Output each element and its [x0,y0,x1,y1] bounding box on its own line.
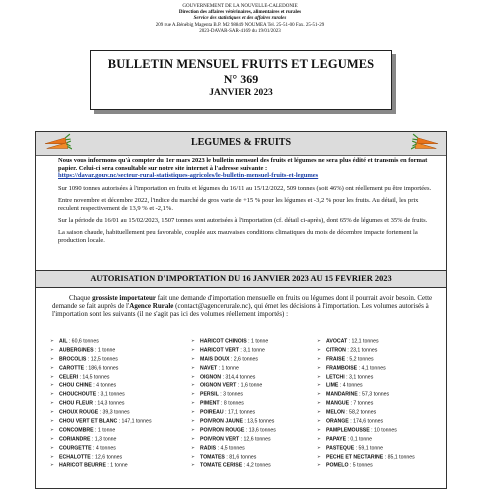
carrots-icon-right [411,133,441,154]
product-name: MAIS DOUX [200,356,230,363]
product-list-item [317,453,415,462]
product-quantity: : 58,2 tonnes [344,409,377,416]
intro-text-a: Chaque [69,294,93,302]
product-name: CHOU FLEUR [59,400,94,407]
product-name: LETCHI [326,373,345,380]
product-list-item [317,399,415,408]
product-list-item [191,399,276,408]
product-quantity: : 0,1 tonne [346,436,373,443]
arrow-bullet-icon: ➢ [317,462,321,468]
product-list-item [317,444,415,453]
arrow-bullet-icon: ➢ [317,338,321,343]
product-list-item [317,364,415,373]
product-list-item [50,408,152,417]
vegetable-list-column-1 [50,337,152,470]
product-name: MANGUE [326,400,350,407]
product-name: CAROTTE [59,364,85,371]
intro-text-c: fait une demande d'importation mensuelle en fruits ou légumes dont il pourrait avoir besoin. Cette demande se fait auprès de l' [52,294,433,310]
product-list-item [50,399,152,408]
product-quantity: : 314,4 tonnes [221,373,256,380]
arrow-bullet-icon: ➢ [50,435,54,441]
vegetable-list-column-2 [191,337,276,470]
arrow-bullet-icon: ➢ [191,444,195,450]
product-quantity: : 1,3 tonne [90,436,117,443]
product-quantity: : 186,6 tonnes [84,364,119,371]
product-name: AUBERGINES [59,347,94,354]
product-quantity: : 17,1 tonnes [223,409,256,416]
product-name: CELERI [59,373,79,380]
product-quantity: : 3,1 tonnes [344,373,374,380]
product-list-item [317,355,415,364]
product-name: POIVRON JAUNE [200,418,243,425]
paragraph-authorized-volumes: Sur la période du 16/01 au 15/02/2023, 1507 tonnes sont autorisées à l'importation (cf. détail ci-après), dont 65% de légumes et 35% de fruits. [58,217,428,225]
arrow-bullet-icon: ➢ [50,391,54,397]
product-quantity: : 5,2 tonnes [345,356,374,363]
product-name: HARICOT BEURRE [59,462,106,469]
product-list-item [317,381,415,390]
arrow-bullet-icon: ➢ [191,373,195,379]
header-line-service: Service des statistiques et des affaires rurales [193,16,287,22]
product-list-item [50,453,152,462]
arrow-bullet-icon: ➢ [191,453,195,459]
product-name: FRAISE [326,356,346,363]
arrow-bullet-icon: ➢ [317,346,321,352]
product-quantity: : 1 tonne [217,364,239,371]
product-name: PECHE ET NECTARINE [326,453,384,460]
product-name: BROCOLIS [59,356,87,363]
product-name: TOMATE CERISE [200,462,243,469]
arrow-bullet-icon: ➢ [317,444,321,450]
product-quantity: : 12,6 tonnes [239,436,271,443]
arrow-bullet-icon: ➢ [191,435,195,441]
product-quantity: : 12,1 tonnes [347,338,379,345]
product-list-item [50,390,152,399]
product-name: CONCOMBRE [59,427,94,434]
product-list-item [317,461,415,470]
product-quantity: : 85,1 tonnes [383,453,415,460]
product-name: LIME [326,382,339,389]
bulletin-title-box [90,50,392,110]
product-name: HARICOT CHINOIS [200,338,247,345]
product-list-item [50,337,152,346]
product-quantity: : 7 tonnes [349,400,374,407]
product-list-item [191,364,276,373]
header-line-address: 209 rue A.Bénébig Magenta B.P. M2 98849 NOUMEA Tel. 25-51-00 Fax. 25-51-29 [155,22,325,28]
product-quantity: : 5 tonnes [348,462,373,469]
arrow-bullet-icon: ➢ [50,346,54,352]
product-list-item [317,390,415,399]
product-quantity: : 1 tonne [246,338,269,345]
paragraph-price-index: Entre novembre et décembre 2022, l'indice du marché de gros varie de +15 % pour les légumes et -3,2 % pour les fruits. Au détail, les prix reculent respectivement de 13,9 % et -2,1%. [58,197,419,213]
arrow-bullet-icon: ➢ [50,418,54,424]
product-list-item [191,337,276,346]
product-quantity: : 23,1 tonnes [345,347,378,354]
product-quantity: : 57,3 tonnes [357,391,390,398]
product-name: POMELO [326,462,349,469]
product-name: ORANGE [326,418,349,425]
product-quantity: : 39,3 tonnes [98,409,130,416]
arrow-bullet-icon: ➢ [317,426,321,432]
section-legumes-fruits-body [58,157,436,249]
product-name: FRAMBOISE [326,364,358,371]
arrow-bullet-icon: ➢ [191,400,195,406]
product-quantity: : 13,6 tonnes [244,427,276,434]
arrow-bullet-icon: ➢ [50,338,54,343]
arrow-bullet-icon: ➢ [317,382,321,388]
product-list-item [191,390,276,399]
product-list-item [191,408,276,417]
intro-text-importer: grossiste importateur [92,294,156,302]
product-name: CHOUX ROUGE [59,409,99,416]
ministry-header [0,4,480,35]
product-name: PERSIL [200,391,219,398]
section-import-authorization [35,288,447,489]
product-list-item [191,417,276,426]
section-legumes-fruits-title: LEGUMES & FRUITS [190,137,291,148]
product-list-item [317,417,415,426]
product-list-item [317,408,415,417]
product-list-item [50,355,152,364]
product-list-item [191,461,276,470]
product-quantity: : 4,2 tonnes [242,462,271,469]
section-legumes-fruits [35,131,447,272]
product-quantity: : 1,6 tonne [236,382,263,389]
product-name: RADIS [200,444,217,451]
product-quantity: : 60,6 tonnes [67,338,99,345]
product-name: CHOU CHINE [59,382,92,389]
arrow-bullet-icon: ➢ [50,355,54,361]
paper-format-notice: Nous vous informons qu'à compter du 1er mars 2023 le bulletin mensuel des fruits et légumes ne sera plus édité et transmis en format papier. Celui-ci sera consultable sur notre site internet à l'adresse suivante : [58,157,428,172]
product-quantity: : 13,5 tonnes [242,418,275,425]
section-legumes-fruits-header [36,132,446,156]
product-name: MANDARINE [326,391,358,398]
product-list-item [317,435,415,444]
arrow-bullet-icon: ➢ [50,409,54,415]
product-name: AVOCAT [326,338,348,345]
product-list-item [191,373,276,382]
product-name: NAVET [200,364,218,371]
product-quantity: : 174,6 tonnes [348,418,384,425]
arrow-bullet-icon: ➢ [50,382,54,388]
arrow-bullet-icon: ➢ [50,453,54,459]
product-quantity: : 1 tonne [105,462,128,469]
arrow-bullet-icon: ➢ [317,391,321,397]
product-quantity: : 4 tonnes [91,382,117,389]
product-name: PIMENT [200,400,220,407]
arrow-bullet-icon: ➢ [191,346,195,352]
product-list-item [50,346,152,355]
product-quantity: : 12,5 tonnes [86,356,118,363]
intro-text-agency: Agence Rurale [129,302,174,310]
paragraph-imports-2022: Sur 1090 tonnes autorisées à l'importation en fruits et légumes du 16/11 au 15/12/2022, 509 tonnes (soit 46%) ont réellement pu être importées. [58,185,432,193]
product-quantity: : 4,1 tonnes [357,364,386,371]
arrow-bullet-icon: ➢ [191,391,195,397]
product-list-item [191,426,276,435]
import-authorization-intro [52,294,434,318]
fruit-list-column [317,337,415,470]
arrow-bullet-icon: ➢ [50,426,54,432]
product-quantity: : 4 tonnes [338,382,363,389]
product-list-item [50,364,152,373]
arrow-bullet-icon: ➢ [317,355,321,361]
arrow-bullet-icon: ➢ [317,453,321,459]
product-quantity: : 1 tonne [93,347,116,354]
arrow-bullet-icon: ➢ [191,364,195,370]
product-name: POIVRON ROUGE [200,427,245,434]
bulletin-website-link[interactable]: https://davar.gouv.nc/secteur-rural-statistiques-agricoles/le-bulletin-mensuel-fruits-et-legumes [58,172,319,180]
product-list-item [50,461,152,470]
product-name: OIGNON VERT [200,382,237,389]
product-list-item [317,426,415,435]
product-quantity: : 1 tonne [93,427,116,434]
arrow-bullet-icon: ➢ [191,355,195,361]
product-quantity: : 12,6 tonnes [90,453,123,460]
product-quantity: : 59,1 tonne [354,444,383,451]
product-quantity: : 3 tonnes [218,391,243,398]
product-quantity: : 3,1 tonne [238,347,265,354]
arrow-bullet-icon: ➢ [317,418,321,424]
product-list-item [191,346,276,355]
product-list-item [50,381,152,390]
product-list-item [50,426,152,435]
product-quantity: : 3,1 tonnes [96,391,125,398]
product-list-item [191,355,276,364]
product-name: OIGNON [200,373,222,380]
header-line-government: GOUVERNEMENT DE LA NOUVELLE-CALEDONIE [182,4,298,9]
product-quantity: : 2,6 tonnes [229,356,258,363]
header-line-direction: Direction des affaires vétérinaires, alimentaires et rurales [178,10,302,16]
product-name: AIL [59,338,68,345]
product-name: CHOU VERT ET BLANC [59,418,118,425]
arrow-bullet-icon: ➢ [317,364,321,370]
arrow-bullet-icon: ➢ [191,409,195,415]
product-list-item [317,373,415,382]
product-list-item [191,444,276,453]
product-name: CITRON [326,347,346,354]
product-name: PAMPLEMOUSSE [326,427,370,434]
bulletin-title: BULLETIN MENSUEL FRUITS ET LEGUMES [107,57,375,71]
product-name: MELON [326,409,345,416]
arrow-bullet-icon: ➢ [50,364,54,370]
product-name: TOMATES [200,453,225,460]
product-list-item [191,435,276,444]
product-quantity: : 14,5 tonnes [78,373,110,380]
product-quantity: : 10 tonnes [369,427,397,434]
bulletin-month: JANVIER 2023 [209,88,273,98]
product-list-item [317,337,415,346]
product-name: PAPAYE [326,436,347,443]
product-name: ECHALOTTE [59,453,91,460]
product-list-item [317,346,415,355]
header-line-reference: 2023-DAVAR-SAR-4169 du 19/01/2023 [199,28,281,34]
product-quantity: : 4 tonnes [91,444,116,451]
arrow-bullet-icon: ➢ [50,444,54,450]
product-list-item [50,373,152,382]
product-name: HARICOT VERT [200,347,239,354]
product-list-item [50,417,152,426]
section-import-authorization-header: AUTORISATION D'IMPORTATION DU 16 JANVIER 2023 AU 15 FEVRIER 2023 [35,270,447,288]
product-list-item [191,381,276,390]
product-quantity: : 147,1 tonnes [117,418,152,425]
paragraph-local-production: La saison chaude, habituellement peu favorable, couplée aux mauvaises conditions climatiques du mois de décembre impacte fortement la production locale. [58,229,418,245]
arrow-bullet-icon: ➢ [191,426,195,432]
product-name: CORIANDRE [59,436,91,443]
product-quantity: : 81,6 tonnes [224,453,257,460]
product-quantity: : 14,3 tonnes [93,400,125,407]
arrow-bullet-icon: ➢ [317,373,321,379]
arrow-bullet-icon: ➢ [191,462,195,468]
arrow-bullet-icon: ➢ [191,418,195,424]
product-list-item [50,435,152,444]
intro-text-e: (contact@agencerurale.nc), qui émet les décisions à l'importation. Les volumes autorisés à l'importation sont les suivants (il ne s'agit pas ici des volumes réellement importés) : [52,302,429,318]
arrow-bullet-icon: ➢ [50,400,54,406]
arrow-bullet-icon: ➢ [317,400,321,406]
arrow-bullet-icon: ➢ [317,435,321,441]
product-quantity: : 4,5 tonnes [216,444,245,451]
product-list-item [50,444,152,453]
product-name: COURGETTE [59,444,92,451]
product-name: POIVRON VERT [200,436,240,443]
product-name: PASTEQUE [326,444,355,451]
product-quantity: : 8 tonnes [219,400,244,407]
product-list-item [191,453,276,462]
arrow-bullet-icon: ➢ [191,382,195,388]
product-name: POIREAU [200,409,224,416]
arrow-bullet-icon: ➢ [50,373,54,379]
arrow-bullet-icon: ➢ [50,462,54,468]
arrow-bullet-icon: ➢ [317,409,321,415]
arrow-bullet-icon: ➢ [191,338,195,343]
bulletin-number: N° 369 [223,72,259,86]
product-name: CHOUCHOUTE [59,391,97,398]
